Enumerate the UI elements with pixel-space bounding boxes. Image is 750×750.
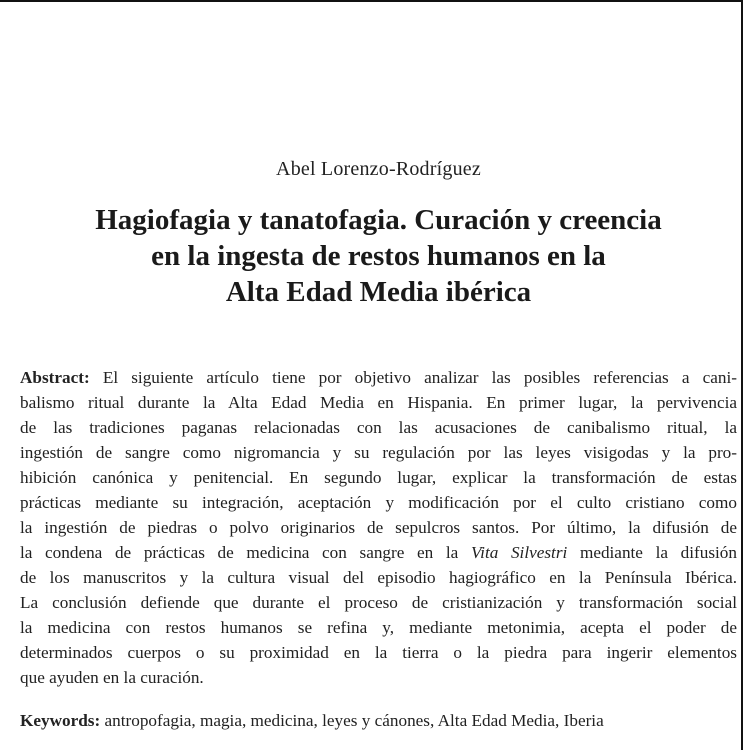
keywords-label: Keywords: xyxy=(20,711,101,730)
abstract-line: la medicina con restos humanos se refina y, mediante metonimia, acepta el poder de xyxy=(20,618,737,637)
keywords-line xyxy=(20,708,737,733)
title-line: Alta Edad Media ibérica xyxy=(225,276,532,308)
abstract-line: prácticas mediante su integración, aceptación y modificación por el culto cristiano como xyxy=(20,493,737,512)
abstract-line: ingestión de sangre como nigromancia y su regulación por las leyes visigodas y la pro- xyxy=(20,443,737,462)
keywords-text: antropofagia, magia, medicina, leyes y cánones, Alta Edad Media, Iberia xyxy=(100,711,604,730)
italic-work-title: Vita Silvestri xyxy=(470,543,568,562)
title-line: en la ingesta de restos humanos en la xyxy=(151,240,606,272)
abstract-text: la condena de prácticas de medicina con sangre en la xyxy=(20,543,471,562)
top-border-rule xyxy=(0,0,741,2)
abstract-line: la ingestión de piedras o polvo originarios de sepulcros santos. Por último, la difusión de xyxy=(20,518,737,537)
article-title xyxy=(0,202,750,310)
right-border-rule xyxy=(741,0,743,750)
abstract-text: mediante la difusión xyxy=(567,543,737,562)
abstract-line: de las tradiciones paganas relacionadas con las acusaciones de canibalismo ritual, la xyxy=(20,418,737,437)
abstract-line: La conclusión defiende que durante el proceso de cristianización y transformación social xyxy=(20,593,737,612)
abstract-text: El siguiente artículo tiene por objetivo analizar las posibles referencias a cani- xyxy=(89,368,737,387)
abstract-line: hibición canónica y penitencial. En segundo lugar, explicar la transformación de estas xyxy=(20,468,737,487)
abstract-line xyxy=(20,365,737,390)
abstract-line: que ayuden en la curación. xyxy=(20,668,204,687)
author-name: Abel Lorenzo-Rodríguez xyxy=(276,158,481,180)
title-line: Hagiofagia y tanatofagia. Curación y creencia xyxy=(95,204,662,236)
abstract-line: de los manuscritos y la cultura visual del episodio hagiográfico en la Península Ibérica. xyxy=(20,568,737,587)
abstract-paragraph xyxy=(20,365,737,690)
abstract-line: balismo ritual durante la Alta Edad Media en Hispania. En primer lugar, la pervivencia xyxy=(20,393,737,412)
abstract-line xyxy=(20,540,737,565)
abstract-label: Abstract: xyxy=(20,368,90,387)
abstract-line: determinados cuerpos o su proximidad en la tierra o la piedra para ingerir elementos xyxy=(20,643,737,662)
